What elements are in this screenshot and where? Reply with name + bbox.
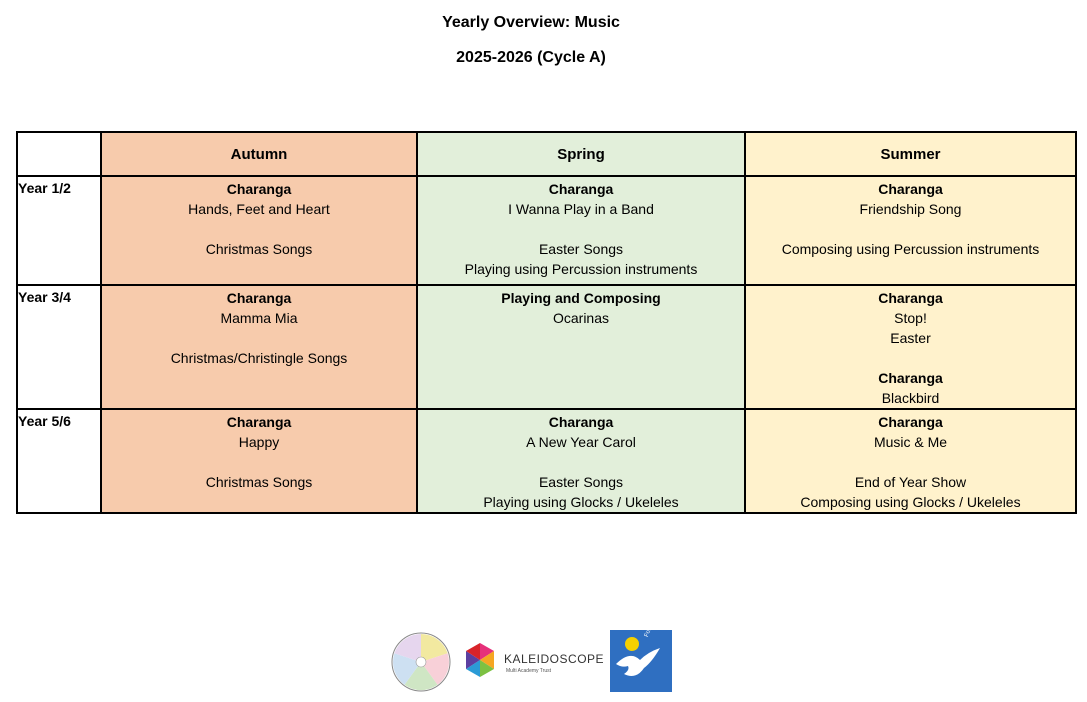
header-row: [17, 132, 1076, 176]
page-title: Yearly Overview: Music: [442, 14, 620, 31]
cell-line: Charanga: [878, 181, 943, 197]
summer-cell: [745, 285, 1076, 409]
cell-line: Composing using Glocks / Ukeleles: [800, 494, 1021, 510]
table-row: [17, 409, 1076, 513]
summer-cell: [745, 409, 1076, 513]
autumn-cell: [101, 409, 417, 513]
cell-line: Charanga: [878, 290, 943, 306]
cell-line: Charanga: [548, 414, 614, 430]
autumn-cell: [101, 176, 417, 285]
page-subtitle: 2025-2026 (Cycle A): [456, 49, 606, 66]
cell-line: I Wanna Play in a Band: [508, 201, 654, 217]
cell-line: [746, 219, 1075, 239]
footer-logos: [388, 583, 678, 692]
cell-line: Mamma Mia: [220, 310, 298, 326]
summer-cell: [745, 176, 1076, 285]
cell-line: Easter: [890, 330, 931, 346]
cell-line: Ocarinas: [552, 310, 610, 326]
spring-cell: [417, 285, 745, 409]
cell-line: Charanga: [226, 181, 292, 197]
cell-line: Christmas/Christingle Songs: [170, 350, 348, 366]
cell-line: Hands, Feet and Heart: [188, 201, 330, 217]
cell-line: Blackbird: [881, 390, 940, 406]
overview-table: [16, 131, 1077, 514]
spring-cell: [417, 176, 745, 285]
cell-line: Charanga: [878, 414, 943, 430]
cell-line: A New Year Carol: [526, 434, 636, 450]
cell-line: Music & Me: [873, 434, 948, 450]
cell-line: [418, 452, 744, 472]
spring-cell: [417, 409, 745, 513]
table-row: [17, 176, 1076, 285]
cell-line: [102, 452, 416, 472]
year-label: Year 1/2: [17, 176, 101, 285]
corner-header: [17, 132, 101, 176]
cell-line: Happy: [238, 434, 280, 450]
autumn-cell: [101, 285, 417, 409]
year-label: Year 5/6: [17, 409, 101, 513]
cell-line: Christmas Songs: [205, 474, 313, 490]
column-header-summer: Summer: [745, 132, 1076, 176]
column-header-autumn: Autumn: [101, 132, 417, 176]
kaleidoscope-logo: [462, 642, 606, 680]
cell-line: Playing using Glocks / Ukeleles: [483, 494, 679, 510]
column-header-spring: Spring: [417, 132, 745, 176]
cell-line: Friendship Song: [859, 201, 962, 217]
year-label: Year 3/4: [17, 285, 101, 409]
cell-line: [418, 219, 744, 239]
kaleidoscope-name: KALEIDOSCOPE: [504, 652, 605, 666]
cell-line: Christmas Songs: [205, 241, 313, 257]
table-row: [17, 285, 1076, 409]
school-logo: [610, 583, 672, 692]
cell-line: Easter Songs: [538, 474, 624, 490]
cell-line: Easter Songs: [538, 241, 624, 257]
cell-line: [746, 348, 1075, 368]
school-name: Forle Village Primary: [644, 583, 669, 639]
cell-line: [102, 328, 416, 348]
cell-line: Charanga: [878, 370, 943, 386]
cell-line: Charanga: [226, 290, 292, 306]
cell-line: Charanga: [226, 414, 292, 430]
kaleidoscope-icon: [462, 642, 498, 678]
kaleidoscope-subtitle: Multi Academy Trust: [506, 668, 552, 674]
cell-line: Composing using Percussion instruments: [781, 241, 1040, 257]
cell-line: Playing using Percussion instruments: [464, 261, 698, 277]
cell-line: [746, 452, 1075, 472]
cell-line: Playing and Composing: [501, 290, 661, 306]
dove-icon: [610, 630, 672, 692]
curriculum-wheel-logo: [388, 632, 454, 692]
cell-line: [102, 219, 416, 239]
cell-line: Charanga: [548, 181, 614, 197]
cell-line: End of Year Show: [854, 474, 967, 490]
cell-line: Stop!: [894, 310, 927, 326]
